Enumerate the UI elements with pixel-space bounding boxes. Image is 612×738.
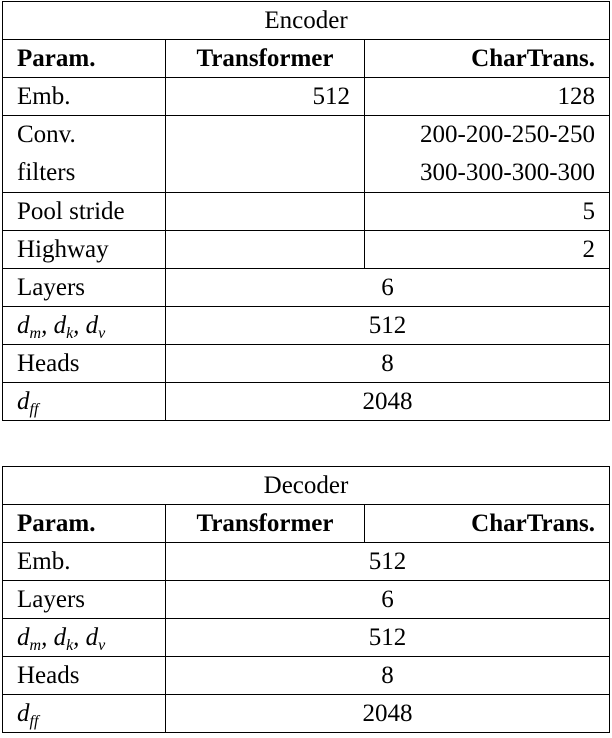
table-row <box>3 193 610 231</box>
table-row <box>3 116 610 193</box>
table-row <box>3 307 610 345</box>
header-param: Param. <box>3 505 166 543</box>
table-row <box>3 695 610 733</box>
value-line: 200-200-250-250 <box>420 121 596 148</box>
encoder-title: Encoder <box>3 2 610 40</box>
cell: 5 <box>365 193 610 231</box>
header-param: Param. <box>3 40 166 78</box>
header-row <box>3 505 610 543</box>
row-label: Heads <box>3 345 166 383</box>
row-label <box>3 116 166 193</box>
cell: 2048 <box>166 383 610 421</box>
header-row <box>3 40 610 78</box>
row-label-dims: $d_m$, $d_k$, $d_v$ <box>3 307 166 345</box>
table-row <box>3 269 610 307</box>
header-transformer: Transformer <box>166 40 365 78</box>
cell: 6 <box>166 581 610 619</box>
cell: 512 <box>166 78 365 116</box>
table-row <box>3 581 610 619</box>
label-line: Conv. <box>17 121 76 148</box>
row-label: Layers <box>3 581 166 619</box>
cell: 512 <box>166 543 610 581</box>
table-row <box>3 383 610 421</box>
row-label-dff: $d_{ff}$ <box>3 695 166 733</box>
row-label: Emb. <box>3 78 166 116</box>
cell: 8 <box>166 345 610 383</box>
cell: 512 <box>166 619 610 657</box>
cell: 128 <box>365 78 610 116</box>
cell <box>166 116 365 193</box>
cell: 8 <box>166 657 610 695</box>
row-label: Emb. <box>3 543 166 581</box>
cell <box>166 193 365 231</box>
cell: 2 <box>365 231 610 269</box>
header-chartrans: CharTrans. <box>365 40 610 78</box>
table-row <box>3 543 610 581</box>
cell: 6 <box>166 269 610 307</box>
row-label-dff: $d_{ff}$ <box>3 383 166 421</box>
decoder-table <box>2 466 610 733</box>
encoder-table <box>2 1 610 421</box>
row-label-dims: $d_m$, $d_k$, $d_v$ <box>3 619 166 657</box>
table-title-row <box>3 2 610 40</box>
cell <box>166 231 365 269</box>
decoder-title: Decoder <box>3 467 610 505</box>
row-label: Highway <box>3 231 166 269</box>
cell: 2048 <box>166 695 610 733</box>
row-label: Layers <box>3 269 166 307</box>
row-label: Pool stride <box>3 193 166 231</box>
table-row <box>3 78 610 116</box>
table-row <box>3 345 610 383</box>
header-transformer: Transformer <box>166 505 365 543</box>
table-row <box>3 657 610 695</box>
row-label: Heads <box>3 657 166 695</box>
table-title-row <box>3 467 610 505</box>
cell <box>365 116 610 193</box>
table-row <box>3 619 610 657</box>
table-row <box>3 231 610 269</box>
cell: 512 <box>166 307 610 345</box>
value-line: 300-300-300-300 <box>420 159 596 186</box>
label-line: filters <box>17 159 76 186</box>
header-chartrans: CharTrans. <box>365 505 610 543</box>
